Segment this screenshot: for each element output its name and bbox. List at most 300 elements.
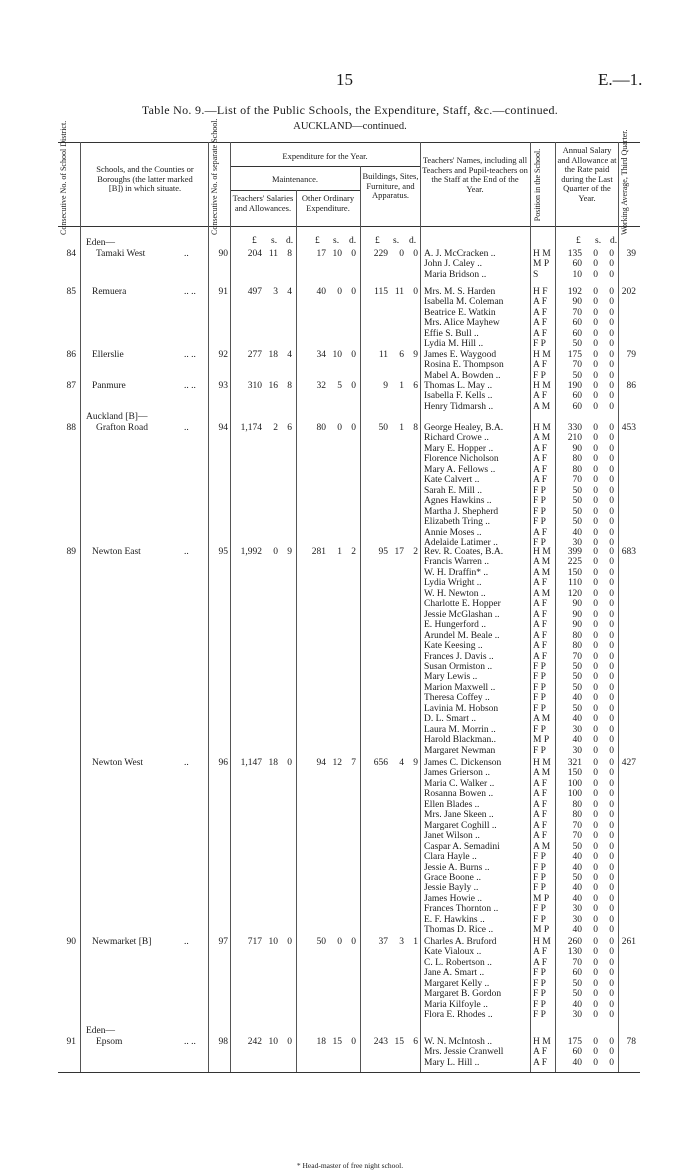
salary-pence: 0: [609, 506, 614, 517]
other-pence: 0: [351, 381, 356, 391]
salary-pence: 0: [609, 547, 614, 557]
teacher-position: A F: [533, 318, 547, 329]
salary-pence: 0: [609, 537, 614, 548]
teacher-name: Agnes Hawkins ..: [424, 496, 492, 507]
salary-pence: 0: [609, 423, 614, 433]
salary-shillings: 0: [593, 1010, 598, 1021]
leader-dots: .. ..: [184, 1037, 196, 1047]
salary-shillings: 0: [593, 259, 598, 270]
teacher-name: Margaret Newman: [424, 745, 496, 756]
other-pence: 2: [351, 547, 356, 557]
currency-label: £: [315, 236, 320, 246]
teacher-name: Jessie McGlashan ..: [424, 609, 500, 620]
teacher-position: A F: [533, 454, 547, 465]
salary-shillings: 0: [593, 423, 598, 433]
teacher-position: S: [533, 269, 539, 280]
other-pounds: 32: [316, 381, 326, 391]
teacher-position: F P: [533, 872, 546, 883]
other-pence: 0: [351, 1037, 356, 1047]
teacher-name: Maria C. Walker ..: [424, 778, 495, 789]
salary-pence: 0: [609, 925, 614, 936]
salaries-pounds: 242: [247, 1037, 262, 1047]
buildings-shillings: 15: [394, 1037, 404, 1047]
teacher-position: A M: [533, 768, 551, 779]
salary-pence: 0: [609, 578, 614, 589]
teacher-name: Martha J. Shepherd: [424, 506, 499, 517]
salary-pounds: 90: [572, 620, 582, 631]
teacher-position: A F: [533, 443, 547, 454]
other-pence: 0: [351, 937, 356, 947]
buildings-shillings: 4: [399, 758, 404, 768]
buildings-shillings: 6: [399, 350, 404, 360]
salary-pence: 0: [609, 307, 614, 318]
teacher-name: John J. Caley ..: [424, 259, 483, 270]
col-rule-6: [420, 142, 421, 1072]
teacher-name: George Healey, B.A.: [424, 423, 504, 433]
other-pence: 0: [351, 350, 356, 360]
teacher-position: A F: [533, 1057, 547, 1068]
salary-shillings: 0: [593, 496, 598, 507]
salary-shillings: 0: [593, 778, 598, 789]
teacher-name: Lydia Wright ..: [424, 578, 482, 589]
salary-pounds: 70: [572, 651, 582, 662]
salary-pence: 0: [609, 609, 614, 620]
salary-pounds: 30: [572, 914, 582, 925]
salary-pounds: 50: [572, 517, 582, 528]
teacher-position: F P: [533, 914, 546, 925]
other-shillings: 5: [337, 381, 342, 391]
working-average: 683: [621, 547, 636, 557]
salary-shillings: 0: [593, 381, 598, 391]
teacher-name: Jessie A. Burns ..: [424, 862, 490, 873]
salary-shillings: 0: [593, 527, 598, 538]
salary-shillings: 0: [593, 269, 598, 280]
buildings-pounds: 229: [373, 249, 388, 259]
teacher-name: Lavinia M. Hobson: [424, 703, 499, 714]
other-pounds: 80: [316, 423, 326, 433]
leader-dots: .. ..: [184, 381, 196, 391]
salaries-pence: 8: [287, 381, 292, 391]
salary-pence: 0: [609, 557, 614, 568]
teacher-position: A F: [533, 630, 547, 641]
teacher-name: Harold Blackman..: [424, 735, 497, 746]
buildings-pounds: 11: [378, 350, 388, 360]
salary-shillings: 0: [593, 297, 598, 308]
school-number: 97: [218, 937, 228, 947]
salaries-shillings: 18: [268, 350, 278, 360]
header-attendance: Working Average, Third Quarter.: [620, 129, 629, 235]
teacher-name: Clara Hayle ..: [424, 852, 477, 863]
currency-label: d.: [286, 236, 294, 246]
salary-pence: 0: [609, 672, 614, 683]
salary-pence: 0: [609, 517, 614, 528]
teacher-position: F P: [533, 904, 546, 915]
teacher-position: A F: [533, 297, 547, 308]
salary-pence: 0: [609, 999, 614, 1010]
teacher-name: Charlotte E. Hopper: [424, 599, 501, 610]
teacher-position: H M: [533, 1037, 551, 1047]
salary-pounds: 150: [567, 768, 582, 779]
teacher-name: Rev. R. Coates, B.A.: [424, 547, 504, 557]
other-shillings: 15: [332, 1037, 342, 1047]
salary-pounds: 192: [567, 287, 582, 297]
salary-shillings: 0: [593, 360, 598, 371]
salary-pounds: 190: [567, 381, 582, 391]
header-teachers-salaries: Teachers' Salaries and Allowances.: [232, 193, 294, 213]
school-number: 90: [218, 249, 228, 259]
leader-dots: ..: [184, 937, 189, 947]
col-rule-2: [208, 142, 209, 1072]
salary-pounds: 80: [572, 799, 582, 810]
salary-shillings: 0: [593, 914, 598, 925]
salary-pence: 0: [609, 339, 614, 350]
leader-dots: ..: [184, 249, 189, 259]
teacher-position: H M: [533, 758, 551, 768]
teacher-name: Richard Crowe ..: [424, 433, 489, 444]
teacher-position: A F: [533, 651, 547, 662]
teacher-name: Adelaide Latimer ..: [424, 537, 498, 548]
salary-shillings: 0: [593, 588, 598, 599]
teacher-name: Mrs. Alice Mayhew: [424, 318, 500, 329]
other-shillings: 10: [332, 350, 342, 360]
salary-shillings: 0: [593, 714, 598, 725]
teacher-position: F P: [533, 703, 546, 714]
teacher-position: M P: [533, 893, 550, 904]
salary-shillings: 0: [593, 599, 598, 610]
teacher-name: Frances J. Davis ..: [424, 651, 494, 662]
teacher-position: A F: [533, 778, 547, 789]
salary-pence: 0: [609, 745, 614, 756]
teacher-position: A F: [533, 464, 547, 475]
teacher-name: Jane A. Smart ..: [424, 968, 485, 979]
teacher-name: Henry Tidmarsh ..: [424, 401, 494, 412]
teacher-position: A F: [533, 328, 547, 339]
working-average: 79: [626, 350, 636, 360]
salary-pence: 0: [609, 831, 614, 842]
salary-shillings: 0: [593, 768, 598, 779]
school-name: Panmure: [92, 381, 126, 391]
leader-dots: .. ..: [184, 350, 196, 360]
teacher-name: Mabel A. Bowden ..: [424, 370, 501, 381]
teacher-name: Mary Lewis ..: [424, 672, 478, 683]
teacher-name: Mrs. Jessie Cranwell: [424, 1047, 504, 1058]
header-position: Position in the School.: [533, 148, 542, 222]
district-number: 89: [66, 547, 76, 557]
teacher-position: A M: [533, 841, 551, 852]
salary-pounds: 70: [572, 360, 582, 371]
teacher-name: W. H. Draffin* ..: [424, 567, 489, 578]
salary-shillings: 0: [593, 904, 598, 915]
salaries-pence: 4: [287, 350, 292, 360]
salary-pounds: 321: [567, 758, 582, 768]
school-number: 91: [218, 287, 228, 297]
salary-pence: 0: [609, 789, 614, 800]
salary-shillings: 0: [593, 872, 598, 883]
other-pounds: 34: [316, 350, 326, 360]
salary-pence: 0: [609, 496, 614, 507]
salary-shillings: 0: [593, 537, 598, 548]
school-number: 92: [218, 350, 228, 360]
teacher-position: F P: [533, 693, 546, 704]
salary-pounds: 330: [567, 423, 582, 433]
district-heading: Eden—: [86, 238, 116, 248]
salaries-shillings: 16: [268, 381, 278, 391]
teacher-position: A F: [533, 578, 547, 589]
salary-pounds: 90: [572, 443, 582, 454]
salary-shillings: 0: [593, 989, 598, 1000]
salary-pounds: 150: [567, 567, 582, 578]
table-top-rule: [58, 142, 640, 143]
salary-shillings: 0: [593, 661, 598, 672]
salaries-pence: 0: [287, 1037, 292, 1047]
salary-pounds: 50: [572, 496, 582, 507]
district-number: 90: [66, 937, 76, 947]
salary-shillings: 0: [593, 506, 598, 517]
salary-pence: 0: [609, 1047, 614, 1058]
salary-pence: 0: [609, 768, 614, 779]
salaries-pounds: 717: [247, 937, 262, 947]
teacher-position: F P: [533, 485, 546, 496]
col-rule-5: [360, 166, 361, 1072]
salary-pounds: 399: [567, 547, 582, 557]
teacher-name: Jessie Bayly ..: [424, 883, 479, 894]
header-school-no: Consecutive No. of separate School.: [210, 118, 219, 235]
salary-shillings: 0: [593, 862, 598, 873]
currency-label: £: [375, 236, 380, 246]
salaries-pounds: 1,174: [240, 423, 262, 433]
teacher-position: A F: [533, 641, 547, 652]
salary-pence: 0: [609, 249, 614, 259]
salaries-shillings: 2: [273, 423, 278, 433]
salary-pounds: 80: [572, 810, 582, 821]
working-average: 453: [621, 423, 636, 433]
salary-shillings: 0: [593, 831, 598, 842]
teacher-name: D. L. Smart ..: [424, 714, 476, 725]
salary-pence: 0: [609, 661, 614, 672]
salary-shillings: 0: [593, 841, 598, 852]
salary-pounds: 175: [567, 350, 582, 360]
teacher-name: Florence Nicholson: [424, 454, 499, 465]
school-name: Newmarket [B]: [92, 937, 152, 947]
header-salary: Annual Salary and Allowance at the Rate paid during the Last Quarter of the Year.: [557, 145, 617, 203]
salary-pence: 0: [609, 630, 614, 641]
salaries-pence: 0: [287, 758, 292, 768]
buildings-shillings: 17: [394, 547, 404, 557]
teacher-name: Margaret B. Gordon: [424, 989, 502, 1000]
salary-pounds: 90: [572, 609, 582, 620]
salary-shillings: 0: [593, 318, 598, 329]
salary-shillings: 0: [593, 893, 598, 904]
salary-shillings: 0: [593, 957, 598, 968]
salaries-pounds: 204: [247, 249, 262, 259]
header-expenditure: Expenditure for the Year.: [282, 151, 368, 161]
salary-pounds: 80: [572, 630, 582, 641]
teacher-position: H M: [533, 423, 551, 433]
teacher-name: Beatrice E. Watkin: [424, 307, 496, 318]
teacher-position: F P: [533, 672, 546, 683]
salary-shillings: 0: [593, 475, 598, 486]
salary-pence: 0: [609, 758, 614, 768]
col-rule-4: [296, 190, 297, 1072]
teacher-name: Thomas D. Rice ..: [424, 925, 494, 936]
teacher-position: A M: [533, 401, 551, 412]
salary-pence: 0: [609, 370, 614, 381]
salaries-shillings: 3: [273, 287, 278, 297]
salary-pounds: 50: [572, 661, 582, 672]
teacher-name: Grace Boone ..: [424, 872, 481, 883]
salary-shillings: 0: [593, 745, 598, 756]
salary-pence: 0: [609, 485, 614, 496]
buildings-pence: 2: [413, 547, 418, 557]
header-other-ordinary: Other Ordinary Expenditure.: [301, 193, 355, 213]
salary-pence: 0: [609, 1057, 614, 1068]
teacher-name: Mrs. Jane Skeen ..: [424, 810, 494, 821]
salaries-pence: 6: [287, 423, 292, 433]
salary-pounds: 60: [572, 391, 582, 402]
salary-shillings: 0: [593, 401, 598, 412]
salary-shillings: 0: [593, 968, 598, 979]
buildings-pence: 1: [413, 937, 418, 947]
salary-shillings: 0: [593, 1037, 598, 1047]
working-average: 427: [621, 758, 636, 768]
district-number: 84: [66, 249, 76, 259]
salary-shillings: 0: [593, 925, 598, 936]
salary-pence: 0: [609, 937, 614, 947]
salary-pence: 0: [609, 297, 614, 308]
buildings-shillings: 11: [394, 287, 404, 297]
buildings-shillings: 3: [399, 937, 404, 947]
teacher-name: Susan Ormiston ..: [424, 661, 493, 672]
working-average: 39: [626, 249, 636, 259]
salary-pounds: 40: [572, 862, 582, 873]
salary-pounds: 80: [572, 454, 582, 465]
teacher-name: Rosanna Bowen ..: [424, 789, 494, 800]
salary-pence: 0: [609, 714, 614, 725]
buildings-shillings: 1: [399, 381, 404, 391]
salary-pence: 0: [609, 682, 614, 693]
school-name: Newton West: [92, 758, 144, 768]
teacher-name: Frances Thornton ..: [424, 904, 499, 915]
school-name: Ellerslie: [92, 350, 124, 360]
teacher-name: Thomas L. May ..: [424, 381, 493, 391]
salary-pounds: 30: [572, 745, 582, 756]
district-heading: Auckland [B]—: [86, 412, 148, 422]
salary-shillings: 0: [593, 852, 598, 863]
teacher-position: A M: [533, 433, 551, 444]
currency-label: d.: [409, 236, 417, 246]
teacher-position: F P: [533, 661, 546, 672]
teacher-name: James C. Dickenson: [424, 758, 502, 768]
teacher-position: F P: [533, 989, 546, 1000]
salary-pounds: 60: [572, 318, 582, 329]
teacher-position: H M: [533, 937, 551, 947]
salary-pounds: 120: [567, 588, 582, 599]
salary-pence: 0: [609, 328, 614, 339]
teacher-name: James Howie ..: [424, 893, 483, 904]
salary-pounds: 40: [572, 925, 582, 936]
teacher-name: Margaret Coghill ..: [424, 820, 497, 831]
teacher-position: A F: [533, 307, 547, 318]
other-pence: 7: [351, 758, 356, 768]
teacher-position: A F: [533, 957, 547, 968]
table-title: Table No. 9.—List of the Public Schools, the Expenditure, Staff, &c.—continued.: [141, 103, 559, 117]
salary-pence: 0: [609, 735, 614, 746]
teacher-position: F P: [533, 496, 546, 507]
salary-pounds: 50: [572, 339, 582, 350]
header-maintenance: Maintenance.: [271, 174, 319, 184]
salary-pounds: 70: [572, 307, 582, 318]
salary-pounds: 70: [572, 831, 582, 842]
salary-pounds: 80: [572, 641, 582, 652]
salary-shillings: 0: [593, 287, 598, 297]
salary-shillings: 0: [593, 724, 598, 735]
salary-pence: 0: [609, 620, 614, 631]
salary-pence: 0: [609, 433, 614, 444]
salary-pounds: 70: [572, 957, 582, 968]
salary-pounds: 100: [567, 778, 582, 789]
teacher-name: W. H. Newton ..: [424, 588, 486, 599]
teacher-name: Mary L. Hill ..: [424, 1057, 480, 1068]
salary-pounds: 50: [572, 989, 582, 1000]
other-pence: 0: [351, 287, 356, 297]
salary-pence: 0: [609, 883, 614, 894]
salary-pence: 0: [609, 350, 614, 360]
currency-label: £: [252, 236, 257, 246]
salary-pounds: 40: [572, 714, 582, 725]
leader-dots: .. ..: [184, 287, 196, 297]
other-shillings: 12: [332, 758, 342, 768]
teacher-position: F P: [533, 506, 546, 517]
leader-dots: ..: [184, 758, 189, 768]
page-reference: E.—1.: [598, 70, 643, 89]
salary-pence: 0: [609, 872, 614, 883]
salary-shillings: 0: [593, 370, 598, 381]
buildings-pence: 0: [413, 249, 418, 259]
teacher-position: A M: [533, 714, 551, 725]
salary-pounds: 210: [567, 433, 582, 444]
school-number: 96: [218, 758, 228, 768]
teacher-position: F P: [533, 537, 546, 548]
teacher-position: A M: [533, 557, 551, 568]
salaries-pounds: 277: [247, 350, 262, 360]
teacher-name: Theresa Coffey ..: [424, 693, 490, 704]
teacher-name: C. L. Robertson ..: [424, 957, 492, 968]
salary-pounds: 30: [572, 1010, 582, 1021]
teacher-name: James E. Waygood: [424, 350, 497, 360]
currency-label: s.: [333, 236, 340, 246]
salaries-shillings: 0: [273, 547, 278, 557]
salary-pounds: 30: [572, 537, 582, 548]
col-rule-1: [80, 142, 81, 1072]
salary-pounds: 100: [567, 789, 582, 800]
salary-pence: 0: [609, 947, 614, 958]
school-number: 95: [218, 547, 228, 557]
other-shillings: 0: [337, 937, 342, 947]
salary-pence: 0: [609, 957, 614, 968]
teacher-position: H M: [533, 350, 551, 360]
school-number: 94: [218, 423, 228, 433]
salary-pence: 0: [609, 893, 614, 904]
col-rule-7: [530, 142, 531, 1072]
buildings-pence: 9: [413, 758, 418, 768]
teacher-position: F P: [533, 862, 546, 873]
currency-label: s.: [271, 236, 278, 246]
salary-pence: 0: [609, 454, 614, 465]
teacher-position: F P: [533, 883, 546, 894]
teacher-name: Margaret Kelly ..: [424, 978, 490, 989]
salary-pounds: 50: [572, 978, 582, 989]
salary-shillings: 0: [593, 433, 598, 444]
